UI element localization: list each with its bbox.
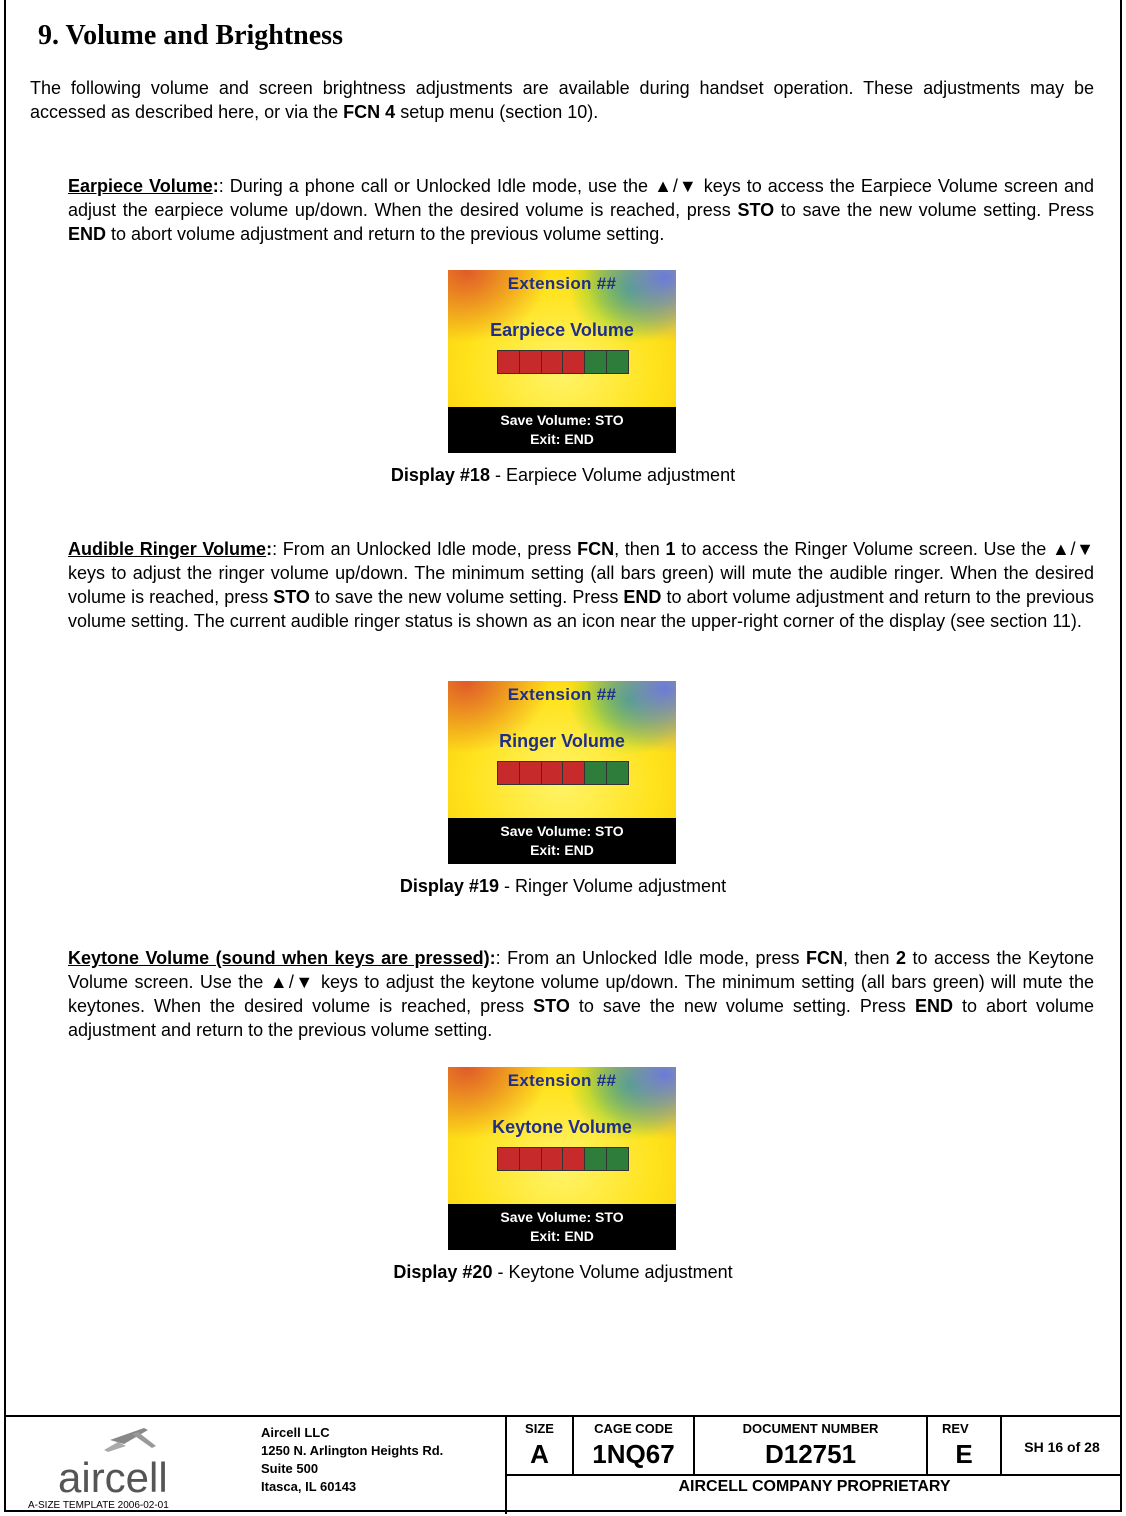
footer-line-save: Save Volume: STO [500, 1209, 624, 1225]
caption-text: - Ringer Volume adjustment [498, 876, 727, 896]
volume-bar-red [498, 1148, 520, 1170]
caption-18 [0, 465, 1126, 486]
earpiece-paragraph: Earpiece Volume:: During a phone call or Unlocked Idle mode, use the ▲/▼ keys to access the Earpiece Volume screen and adjust the earpiece volume up/down. When the desired volume is reached, press STO to save the new volume setting. Press END to abort volume adjustment and return to the previous volume setting. [68, 176, 1095, 244]
footer-border [4, 1415, 1122, 1417]
display-title: Extension ## [507, 274, 617, 293]
display-footer [448, 818, 676, 864]
display-title: Extension ## [507, 1071, 617, 1090]
keytone-text: : From an Unlocked Idle mode, press [495, 948, 807, 968]
volume-bar-green [607, 351, 628, 373]
address-line3: Itasca, IL 60143 [261, 1479, 357, 1494]
logo-text: aircell [58, 1454, 168, 1498]
caption-bold: Display #20 [393, 1262, 493, 1282]
rev-header: REV [942, 1421, 969, 1436]
keytone-text3: to access the Keytone Volume screen. Use the ▲/▼ keys to adjust the keytone volume up/down. The minimum setting (all bars green) will mute the keytones. When the desired volume is reached, press [68, 948, 1094, 1016]
sheet-number: SH 16 of 28 [1024, 1439, 1100, 1455]
volume-bars [497, 761, 629, 785]
template-label: A-SIZE TEMPLATE 2006-02-01 [28, 1500, 169, 1511]
earpiece-sto: STO [737, 200, 775, 220]
ringer-text2: , then [614, 539, 666, 559]
ringer-text5: to abort volume adjustment and return to the previous volume setting. The current audible ringer status is shown as an icon near the upper-right corner of the display (see section 11). [68, 587, 1095, 631]
volume-bar-red [542, 351, 564, 373]
footer-line-exit: Exit: END [530, 1228, 594, 1244]
earpiece-title: Earpiece Volume [68, 176, 213, 196]
volume-bar-red [520, 351, 542, 373]
volume-bars [497, 1147, 629, 1171]
volume-bar-red [498, 762, 520, 784]
volume-bar-red [542, 762, 564, 784]
volume-bar-green [585, 351, 607, 373]
proprietary-notice: AIRCELL COMPANY PROPRIETARY [678, 1478, 951, 1495]
caption-text: - Earpiece Volume adjustment [489, 465, 736, 485]
ringer-title: Audible Ringer Volume [68, 539, 267, 559]
section-heading: 9. Volume and Brightness [38, 20, 343, 51]
ringer-1: 1 [665, 539, 676, 559]
volume-bar-red [563, 1148, 585, 1170]
earpiece-text: : During a phone call or Unlocked Idle mode, use the ▲/▼ keys to access the Earpiece Volume screen and adjust the earpiece volume up/down. When the desired volume is reached, press [68, 176, 1095, 220]
cage-header: CAGE CODE [594, 1421, 673, 1436]
keytone-2: 2 [896, 948, 907, 968]
company-name: Aircell LLC [261, 1425, 330, 1440]
volume-bar-red [498, 351, 520, 373]
caption-text: - Keytone Volume adjustment [492, 1262, 733, 1282]
ringer-text4: to save the new volume setting. Press [309, 587, 624, 607]
footer-line-exit: Exit: END [530, 431, 594, 447]
size-value: A [530, 1439, 549, 1469]
volume-bar-green [585, 1148, 607, 1170]
intro-bold: FCN 4 [343, 102, 396, 122]
ringer-display [448, 681, 676, 864]
ringer-text: : From an Unlocked Idle mode, press [272, 539, 578, 559]
caption-19 [0, 876, 1126, 897]
earpiece-text3: to abort volume adjustment and return to the previous volume setting. [106, 224, 665, 244]
ringer-paragraph: Audible Ringer Volume:: From an Unlocked Idle mode, press FCN, then 1 to access the Ringer Volume screen. Use the ▲/▼ keys to adjust the ringer volume up/down. The minimum setting (all bars green) will mute the audible ringer. When the desired volume is reached, press STO to save the new volume setting. Press END to abort volume adjustment and return to the previous volume setting. The current audible ringer status is shown as an icon near the upper-right corner of the display (see section 11). [68, 539, 1095, 631]
volume-bars [497, 350, 629, 374]
ringer-end: END [623, 587, 662, 607]
intro-text: The following volume and screen brightness adjustments are available during handset operation. These adjustments may be accessed as described here, or via the [30, 78, 1094, 122]
keytone-text4: to save the new volume setting. Press [569, 996, 915, 1016]
intro-text-end: setup menu (section 10). [395, 102, 599, 122]
doc-number-header: DOCUMENT NUMBER [742, 1421, 879, 1436]
earpiece-end: END [68, 224, 107, 244]
ringer-sto: STO [273, 587, 310, 607]
display-footer [448, 1204, 676, 1250]
footer-line-save: Save Volume: STO [500, 412, 624, 428]
doc-number-value: D12751 [764, 1439, 857, 1469]
footer-line-exit: Exit: END [530, 842, 594, 858]
keytone-text2: , then [843, 948, 896, 968]
divider [505, 1474, 1122, 1476]
ringer-fcn: FCN [577, 539, 615, 559]
caption-bold: Display #19 [399, 876, 499, 896]
ringer-text3: to access the Ringer Volume screen. Use the ▲/▼ keys to adjust the ringer volume up/down. The minimum setting (all bars green) will mute the audible ringer. When the desired volume is reached, press [68, 539, 1094, 607]
volume-bar-red [563, 762, 585, 784]
size-header: SIZE [525, 1421, 554, 1436]
keytone-paragraph: Keytone Volume (sound when keys are pressed):: From an Unlocked Idle mode, press FCN, then 2 to access the Keytone Volume screen. Use the ▲/▼ keys to adjust the keytone volume up/down. The minimum setting (all bars green) will mute the keytones. When the desired volume is reached, press STO to save the new volume setting. Press END to abort volume adjustment and return to the previous volume setting. [68, 948, 1094, 1040]
earpiece-text2: to save the new volume setting. Press [774, 200, 1094, 220]
company-address [261, 1424, 443, 1496]
display-footer [448, 407, 676, 453]
keytone-fcn: FCN [806, 948, 844, 968]
keytone-title: Keytone Volume (sound when keys are pressed) [68, 948, 490, 968]
volume-bar-green [585, 762, 607, 784]
volume-bar-red [520, 1148, 542, 1170]
volume-bar-green [607, 762, 628, 784]
aircell-logo [52, 1422, 212, 1498]
rev-value: E [955, 1439, 973, 1469]
plane-icon [104, 1428, 156, 1452]
volume-bar-red [563, 351, 585, 373]
volume-bar-red [542, 1148, 564, 1170]
volume-bar-green [607, 1148, 628, 1170]
earpiece-display [448, 270, 676, 453]
display-label: Keytone Volume [492, 1117, 632, 1137]
caption-20 [0, 1262, 1126, 1283]
volume-bar-red [520, 762, 542, 784]
display-title: Extension ## [507, 685, 617, 704]
address-line2: Suite 500 [261, 1461, 319, 1476]
keytone-sto: STO [533, 996, 570, 1016]
display-label: Earpiece Volume [490, 320, 634, 340]
intro-paragraph [30, 76, 1094, 124]
keytone-end: END [914, 996, 953, 1016]
footer-line-save: Save Volume: STO [500, 823, 624, 839]
display-label: Ringer Volume [499, 731, 625, 751]
keytone-text5: to abort volume adjustment and return to the previous volume setting. [68, 996, 1094, 1040]
address-line1: 1250 N. Arlington Heights Rd. [261, 1443, 444, 1458]
keytone-display [448, 1067, 676, 1250]
cage-value: 1NQ67 [592, 1439, 675, 1469]
caption-bold: Display #18 [390, 465, 490, 485]
